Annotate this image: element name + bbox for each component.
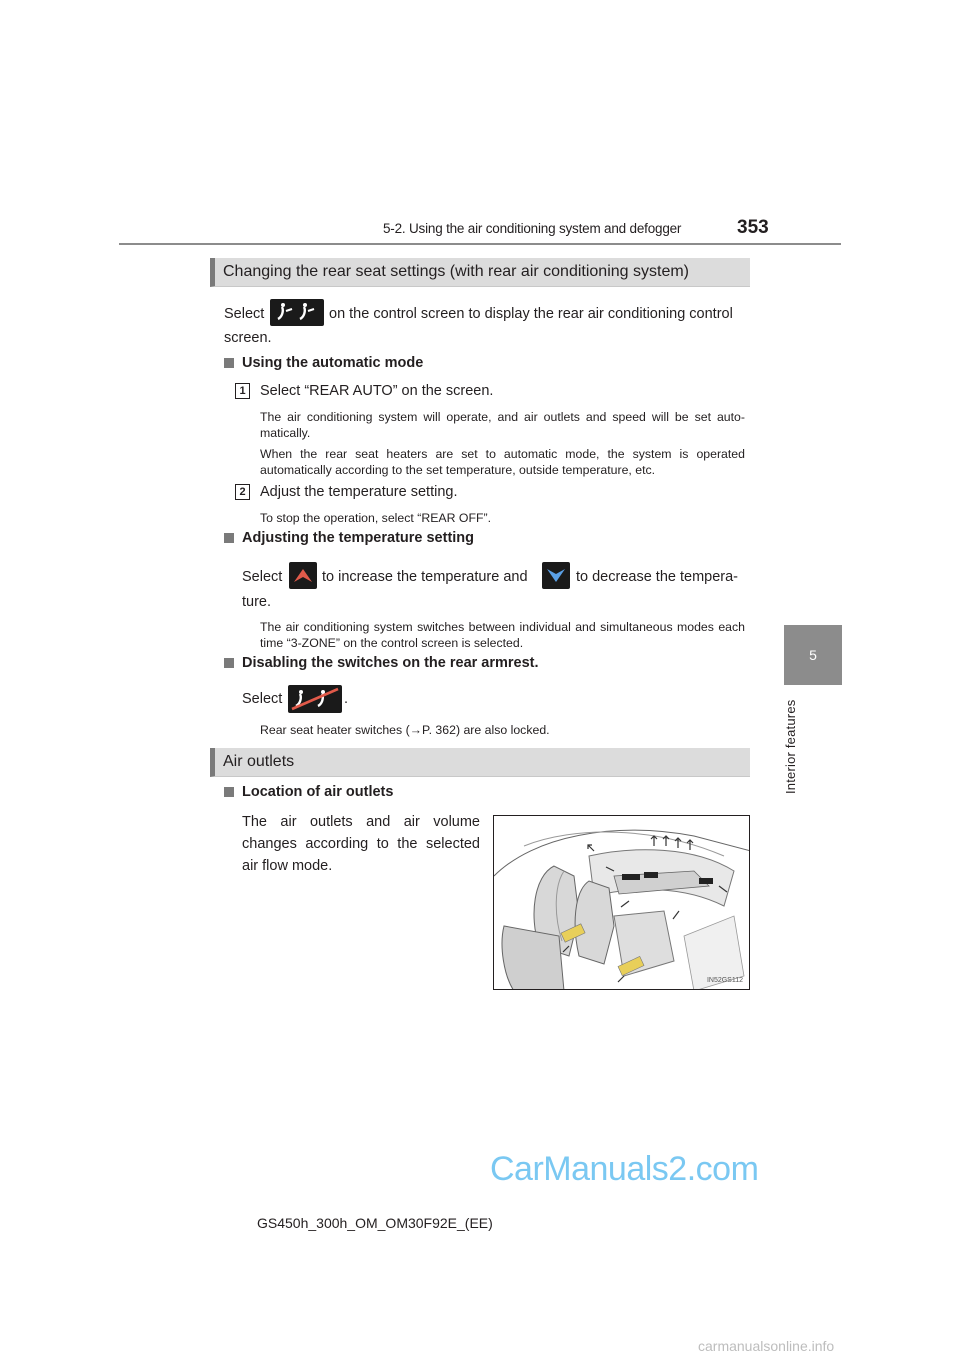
heading-text: Disabling the switches on the rear armrest. xyxy=(242,655,539,671)
section-title-air-outlets xyxy=(210,748,750,777)
heading-location-air-outlets xyxy=(224,784,393,800)
air-outlets-illustration xyxy=(493,815,750,990)
disable-period: . xyxy=(344,691,349,707)
step-1-note-1: The air conditioning system will operate, and air outlets and speed will be set auto-matically. xyxy=(260,410,745,440)
car-interior-drawing xyxy=(494,816,750,990)
temp-note: The air conditioning system switches between individual and simultaneous modes each time “3-ZONE” on the control screen is selected. xyxy=(260,620,745,650)
watermark-logo: CarManuals2.com xyxy=(490,1150,759,1188)
page-number: 353 xyxy=(737,217,769,238)
disable-select-label: Select xyxy=(242,691,283,707)
heading-disable-switches xyxy=(224,655,539,671)
heading-text: Location of air outlets xyxy=(242,784,394,800)
section-header-title: 5-2. Using the air conditioning system and defogger xyxy=(383,221,682,236)
bullet-square-icon xyxy=(224,358,234,368)
bullet-square-icon xyxy=(224,787,234,797)
chapter-tab[interactable]: 5 xyxy=(784,625,842,685)
step-2-text: Adjust the temperature setting. xyxy=(260,484,458,500)
intro-text-line2: screen. xyxy=(224,330,272,346)
step-number-1: 1 xyxy=(235,383,250,399)
step-2-note: To stop the operation, select “REAR OFF”. xyxy=(260,511,491,525)
step-number-2: 2 xyxy=(235,484,250,500)
bullet-square-icon xyxy=(224,658,234,668)
heading-text: Using the automatic mode xyxy=(242,355,424,371)
section-title-text: Changing the rear seat settings (with rear air conditioning system) xyxy=(223,263,689,280)
step-1-text: Select “REAR AUTO” on the screen. xyxy=(260,383,494,399)
intro-select-label: Select xyxy=(224,306,265,322)
footer-model-code: GS450h_300h_OM_OM30F92E_(EE) xyxy=(257,1215,493,1231)
temp-text-increase: to increase the temperature and xyxy=(322,569,528,585)
temp-text-decrease: to decrease the tempera- xyxy=(576,569,739,585)
header-divider xyxy=(119,243,841,245)
temp-down-icon[interactable] xyxy=(542,562,570,589)
section-title-rear-settings xyxy=(210,258,750,287)
step-1-note-2: When the rear seat heaters are set to automatic mode, the system is operated automatically according to the set temperature, outside temperature, etc. xyxy=(260,447,745,477)
bullet-square-icon xyxy=(224,533,234,543)
rear-ac-icon[interactable] xyxy=(270,299,324,326)
temp-select-label: Select xyxy=(242,569,283,585)
chapter-label-text: Interior features xyxy=(783,699,798,794)
section-title-text: Air outlets xyxy=(223,753,295,770)
temp-text-line2: ture. xyxy=(242,594,272,610)
illustration-code: IN52GS112 xyxy=(706,977,743,984)
rear-lock-icon[interactable] xyxy=(288,685,342,713)
disable-note: Rear seat heater switches (→P. 362) are also locked. xyxy=(260,723,550,737)
intro-text: on the control screen to display the rear air conditioning control xyxy=(329,306,733,322)
watermark-secondary: carmanualsonline.info xyxy=(698,1338,835,1354)
heading-automatic-mode xyxy=(224,355,423,371)
location-text: The air outlets and air volume changes according to the selected air flow mode. xyxy=(242,814,480,874)
chapter-label xyxy=(783,690,803,800)
heading-text: Adjusting the temperature setting xyxy=(242,530,475,546)
temp-up-icon[interactable] xyxy=(289,562,317,589)
heading-adjust-temperature xyxy=(224,530,474,546)
